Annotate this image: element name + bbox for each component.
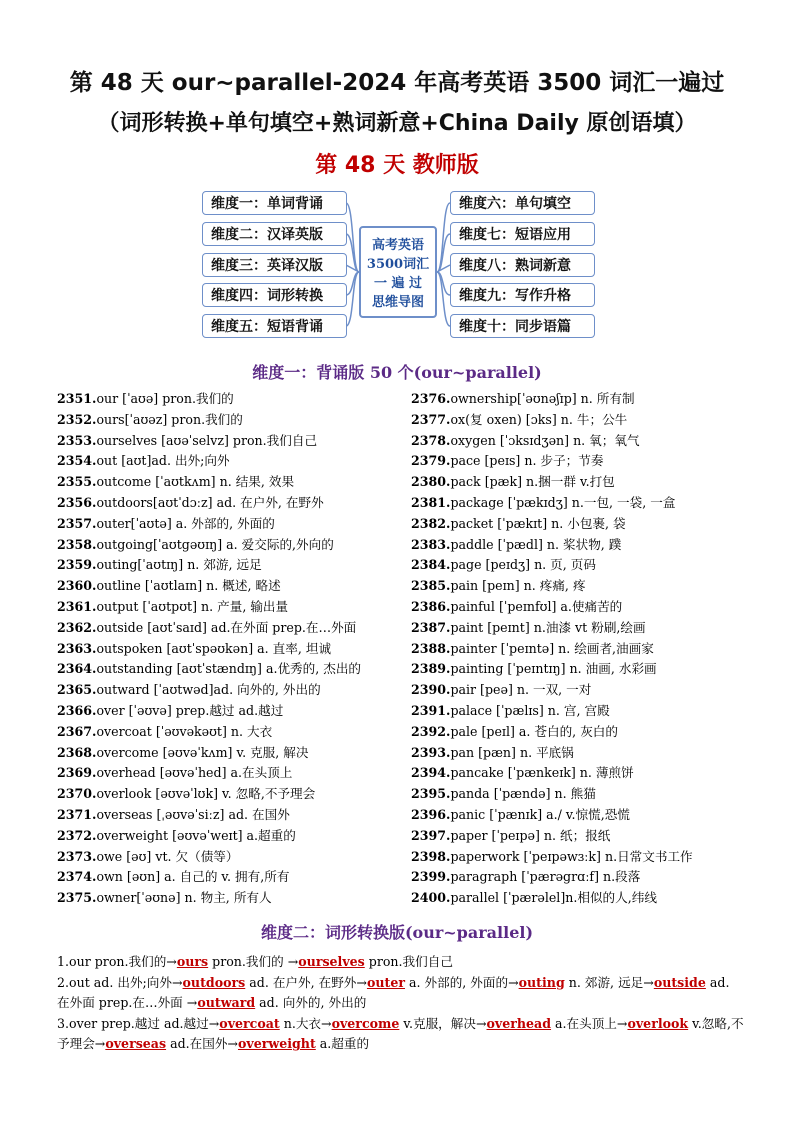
conversion-line-5: 予理会→overseas ad.在国外→overweight a.超重的 [57,1036,370,1052]
entry-text: ourselves [aʊəˈselvz] pron.我们自己 [96,432,318,448]
vocab-entry [411,389,693,410]
vocab-entry [411,597,693,618]
vocab-entry [411,867,693,888]
entry-number: 2368. [57,744,97,760]
vocab-entry [411,431,693,452]
vocab-list-right [411,389,693,909]
center-line-4: 思维导图 [371,295,424,310]
answer-word: overcome [331,1015,400,1031]
entry-text: paint [peɪnt] n.油漆 vt 粉刷,绘画 [450,619,646,635]
entry-number: 2392. [411,723,451,739]
vocab-entry [411,826,693,847]
entry-number: 2381. [411,494,451,510]
vocab-entry [57,722,361,743]
entry-number: 2363. [57,640,97,656]
vocab-entry [57,701,361,722]
entry-text: outgoing[ˈaʊtgəʊɪŋ] a. 爱交际的,外向的 [96,536,334,552]
answer-word: overcoat [219,1015,280,1031]
entry-text: painful [ˈpeɪnfʊl] a.使痛苦的 [450,598,623,614]
entry-text: owe [əʊ] vt. 欠（债等） [96,848,239,864]
entry-number: 2396. [411,806,451,822]
center-line-2: 3500词汇 [366,257,430,272]
vocab-entry [411,680,693,701]
vocab-entry [57,431,361,452]
answer-word: overlook [627,1015,689,1031]
entry-text: paddle [ˈpædl] n. 桨状物, 蹼 [450,536,622,552]
vocab-entry [57,639,361,660]
vocab-entry [411,659,693,680]
entry-text: overcoat [ˈəʊvəkəʊt] n. 大衣 [96,723,273,739]
document-subtitle: （词形转换+单句填空+熟词新意+China Daily 原创语填） [97,111,697,136]
entry-number: 2352. [57,411,97,427]
conversion-line-3: 在外面 prep.在…外面 →outward ad. 向外的, 外出的 [57,995,367,1011]
center-line-1: 高考英语 [371,238,424,253]
vocab-entry [57,410,361,431]
entry-text: paragraph [ˈpærəgrɑːf] n.段落 [450,869,641,885]
entry-number: 2380. [411,474,451,490]
entry-number: 2366. [57,702,97,718]
entry-text: overweight [əʊvəˈweɪt] a.超重的 [96,827,296,843]
vocab-entry [411,847,693,868]
vocab-entry [57,493,361,514]
mindmap-node-left-5: 维度五：短语背诵 [202,314,347,338]
entry-number: 2351. [57,391,97,406]
vocab-entry [57,514,361,535]
vocab-entry [57,659,361,680]
vocab-entry [57,743,361,764]
vocab-entry [411,618,693,639]
entry-text: outside [aʊtˈsaɪd] ad.在外面 prep.在…外面 [96,619,357,635]
entry-text: packet [ˈpækɪt] n. 小包裹, 袋 [450,515,626,531]
mindmap-node-right-3: 维度八：熟词新意 [450,253,595,277]
entry-text: our [ˈaʊə] pron.我们的 [96,391,234,406]
vocab-entry [57,763,361,784]
entry-number: 2377. [411,411,451,427]
entry-text: oxygen [ˈɔksɪdʒən] n. 氧；氧气 [450,432,640,448]
entry-number: 2369. [57,765,97,781]
entry-number: 2387. [411,619,451,635]
vocab-entry [411,701,693,722]
mindmap-node-left-1: 维度一：单词背诵 [202,191,347,215]
mindmap-node-right-5: 维度十：同步语篇 [450,314,595,338]
entry-number: 2395. [411,786,451,802]
entry-number: 2358. [57,536,97,552]
entry-text: ours[ˈaʊəz] pron.我们的 [96,411,243,427]
entry-number: 2375. [57,890,97,906]
entry-number: 2391. [411,702,451,718]
conversion-line-1: 1.our pron.我们的→ours pron.我们的 →ourselves pron.我们自己 [57,954,453,969]
vocab-entry [411,576,693,597]
answer-word: outward [197,995,256,1011]
vocab-entry [57,389,361,410]
entry-number: 2388. [411,640,451,656]
vocab-entry [411,472,693,493]
entry-text: out [aʊt]ad. 出外;向外 [96,453,230,469]
answer-word: outside [653,974,706,990]
mindmap-node-left-2: 维度二：汉译英版 [202,222,347,246]
entry-number: 2359. [57,557,97,573]
vocab-entry [411,514,693,535]
entry-number: 2365. [57,682,97,698]
vocab-entry [411,722,693,743]
mindmap-node-left-3: 维度三：英译汉版 [202,253,347,277]
vocab-entry [57,847,361,868]
vocab-entry [57,555,361,576]
entry-text: pain [peɪn] n. 疼痛, 疼 [450,578,586,594]
section-1-heading: 维度一：背诵版 50 个(our~parallel) [252,363,542,382]
section-2-heading: 维度二：词形转换版(our~parallel) [260,923,534,942]
entry-number: 2386. [411,598,451,614]
entry-number: 2393. [411,744,451,760]
entry-number: 2361. [57,598,97,614]
vocab-entry [57,680,361,701]
entry-number: 2370. [57,786,97,802]
entry-number: 2372. [57,827,97,843]
answer-word: overhead [486,1015,552,1031]
vocab-entry [411,763,693,784]
entry-number: 2398. [411,848,451,864]
entry-number: 2367. [57,723,97,739]
entry-text: overlook [əʊvəˈlʊk] v. 忽略,不予理会 [96,786,316,802]
entry-text: painting [ˈpeɪntɪŋ] n. 油画, 水彩画 [450,661,657,677]
vocab-entry [57,597,361,618]
entry-number: 2364. [57,661,97,677]
vocab-entry [411,555,693,576]
entry-text: outstanding [aʊtˈstændɪŋ] a.优秀的, 杰出的 [96,661,362,677]
entry-text: painter [ˈpeɪntə] n. 绘画者,油画家 [450,640,654,656]
entry-text: outing[ˈaʊtɪŋ] n. 郊游, 远足 [96,557,262,573]
entry-number: 2382. [411,515,451,531]
answer-word: ours [176,954,209,969]
entry-number: 2399. [411,869,451,885]
entry-text: pack [pæk] n.捆一群 v.打包 [450,474,615,490]
vocab-entry [411,743,693,764]
entry-number: 2374. [57,869,97,885]
entry-text: pair [peə] n. 一双, 一对 [450,682,592,698]
entry-number: 2353. [57,432,97,448]
mindmap-center-node [359,226,437,318]
entry-text: panda [ˈpændə] n. 熊猫 [450,786,596,802]
entry-text: panic [ˈpænɪk] a./ v.惊慌,恐慌 [450,806,630,822]
mindmap-node-right-2: 维度七：短语应用 [450,222,595,246]
answer-word: overseas [105,1036,167,1052]
entry-number: 2385. [411,578,451,594]
entry-number: 2357. [57,515,97,531]
entry-number: 2379. [411,453,451,469]
entry-text: output [ˈaʊtpʊt] n. 产量, 输出量 [96,598,289,614]
entry-text: owner[ˈəʊnə] n. 物主, 所有人 [96,890,272,906]
entry-text: page [peɪdʒ] n. 页, 页码 [450,557,596,573]
vocab-entry [57,535,361,556]
entry-number: 2360. [57,578,97,594]
vocab-entry [411,410,693,431]
vocab-entry [411,805,693,826]
entry-text: ox(复 oxen) [ɔks] n. 牛；公牛 [450,411,628,427]
entry-text: pan [pæn] n. 平底锅 [450,744,574,760]
entry-number: 2390. [411,682,451,698]
answer-word: outing [518,974,565,990]
vocab-entry [57,867,361,888]
entry-number: 2384. [411,557,451,573]
entry-text: overhead [əʊvəˈhed] a.在头顶上 [96,765,293,781]
vocab-entry [411,639,693,660]
vocab-entry [57,826,361,847]
mind-map [0,186,794,346]
entry-text: outward [ˈaʊtwəd]ad. 向外的, 外出的 [96,682,321,698]
entry-text: overcome [əʊvəˈkʌm] v. 克服, 解决 [96,744,309,760]
entry-text: outspoken [aʊtˈspəʊkən] a. 直率, 坦诚 [96,640,332,656]
entry-number: 2397. [411,827,451,843]
entry-text: parallel [ˈpærəlel]n.相似的人,纬线 [450,890,657,906]
vocab-entry [57,618,361,639]
entry-number: 2383. [411,536,451,552]
answer-word: outer [366,974,405,990]
conversion-line-2: 2.out ad. 出外;向外→outdoors ad. 在户外, 在野外→outer a. 外部的, 外面的→outing n. 郊游, 远足→outside ad. [57,974,730,990]
entry-text: paperwork [ˈpeɪpəwɜːk] n.日常文书工作 [450,848,693,864]
entry-number: 2376. [411,391,451,406]
entry-text: outer[ˈaʊtə] a. 外部的, 外面的 [96,515,275,531]
vocab-entry [411,535,693,556]
entry-text: pale [peɪl] a. 苍白的, 灰白的 [450,723,618,739]
edition-label: 第 48 天 教师版 [315,153,479,178]
entry-text: outline [ˈaʊtlaɪn] n. 概述, 略述 [96,578,281,594]
vocab-entry [411,451,693,472]
entry-number: 2400. [411,890,451,906]
vocab-entry [411,493,693,514]
answer-word: ourselves [298,954,365,969]
entry-number: 2356. [57,494,97,510]
mindmap-node-right-1: 维度六：单句填空 [450,191,595,215]
entry-text: ownership[ˈəʊnəʃɪp] n. 所有制 [450,391,635,406]
entry-number: 2373. [57,848,97,864]
entry-text: outdoors[aʊtˈdɔːz] ad. 在户外, 在野外 [96,494,324,510]
entry-text: pancake [ˈpænkeɪk] n. 薄煎饼 [450,765,634,781]
entry-text: outcome [ˈaʊtkʌm] n. 结果, 效果 [96,474,295,490]
vocab-entry [57,451,361,472]
vocab-entry [57,472,361,493]
vocab-entry [57,805,361,826]
mindmap-node-left-4: 维度四：词形转换 [202,283,347,307]
answer-word: overweight [237,1036,316,1052]
vocab-entry [411,784,693,805]
entry-text: over [ˈəʊvə] prep.越过 ad.越过 [96,702,284,718]
vocab-entry [411,888,693,909]
entry-text: pace [peɪs] n. 步子；节奏 [450,453,604,469]
entry-number: 2394. [411,765,451,781]
conversion-line-4: 3.over prep.越过 ad.越过→overcoat n.大衣→overcome v.克服，解决→overhead a.在头顶上→overlook v.忽略,不 [57,1015,744,1031]
entry-text: overseas [ˌəʊvəˈsiːz] ad. 在国外 [96,806,290,822]
vocab-list-left [57,389,361,909]
entry-number: 2378. [411,432,451,448]
entry-number: 2354. [57,453,97,469]
document-title: 第 48 天 our~parallel-2024 年高考英语 3500 词汇一遍过 [69,70,725,96]
entry-text: own [əʊn] a. 自己的 v. 拥有,所有 [96,869,290,885]
answer-word: outdoors [182,974,246,990]
vocab-entry [57,888,361,909]
center-line-3: 一 遍 过 [373,276,423,291]
vocab-entry [57,576,361,597]
word-conversion-block [57,952,747,1055]
entry-number: 2362. [57,619,97,635]
vocab-entry [57,784,361,805]
entry-text: package [ˈpækɪdʒ] n.一包, 一袋, 一盒 [450,494,676,510]
entry-number: 2371. [57,806,97,822]
entry-number: 2355. [57,474,97,490]
entry-number: 2389. [411,661,451,677]
entry-text: paper [ˈpeɪpə] n. 纸；报纸 [450,827,611,843]
entry-text: palace [ˈpælɪs] n. 宫, 宫殿 [450,702,610,718]
mindmap-node-right-4: 维度九：写作升格 [450,283,595,307]
